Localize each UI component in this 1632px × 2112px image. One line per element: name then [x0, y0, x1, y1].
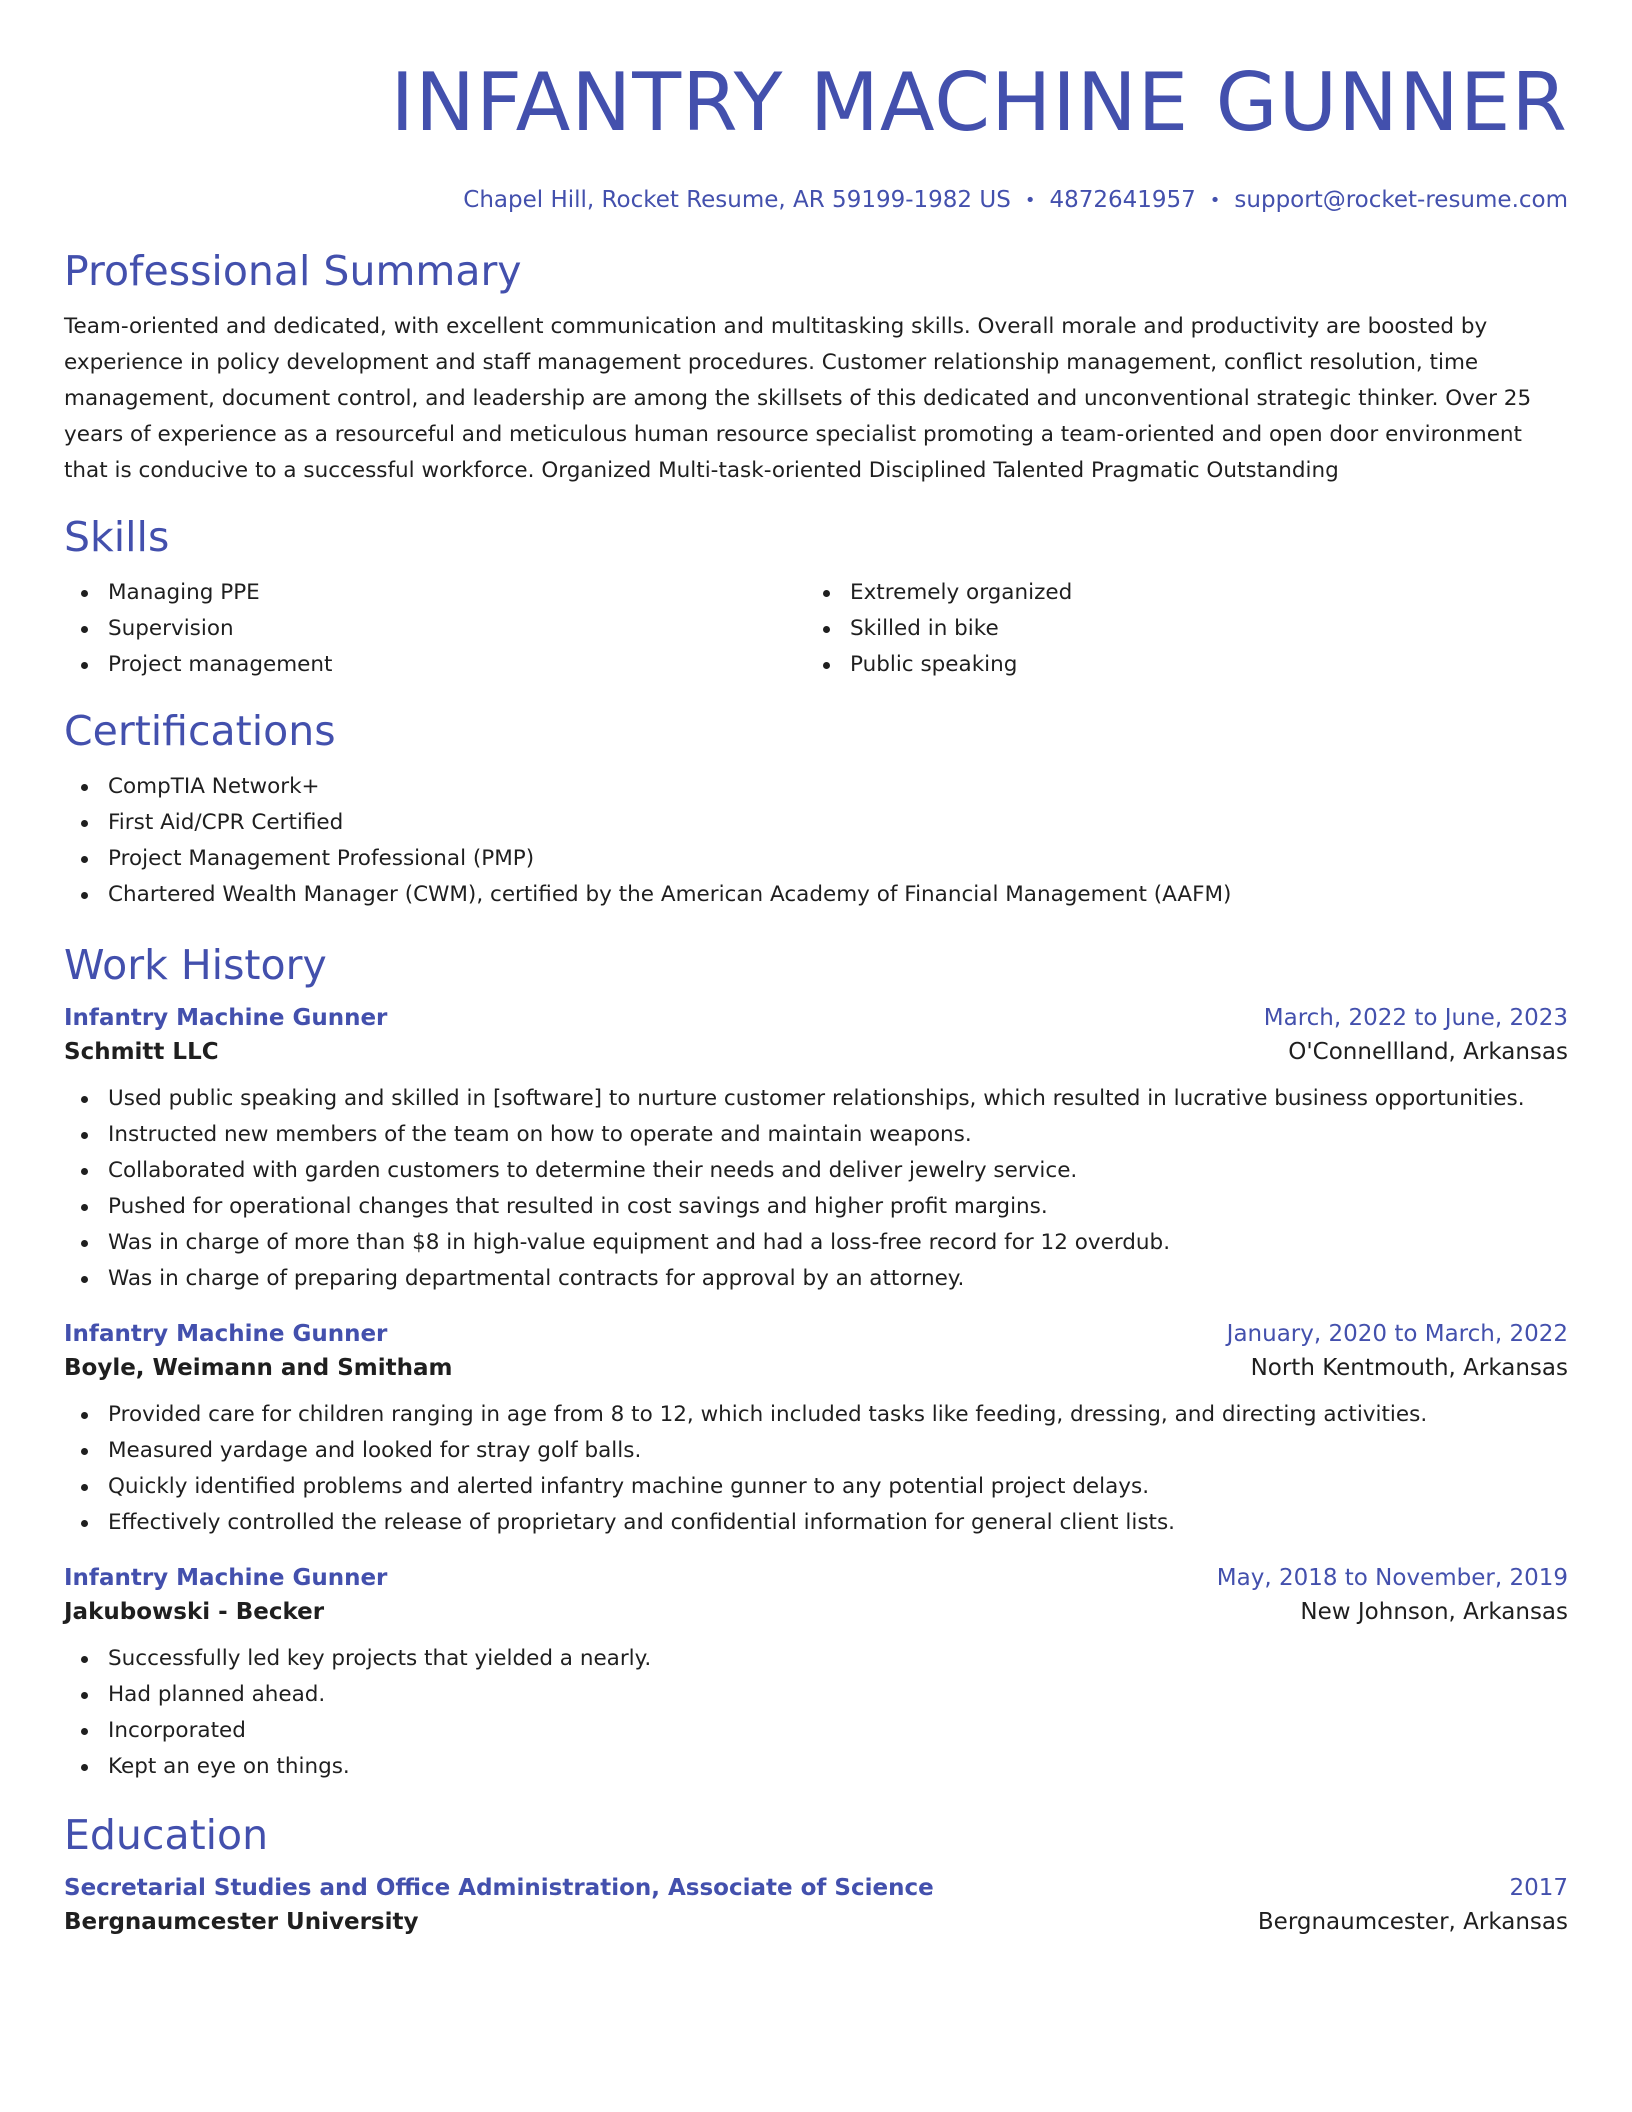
section-title-work-history: Work History [64, 941, 327, 989]
job-bullet: Effectively controlled the release of proprietary and confidential information for general client lists. [108, 1505, 1568, 1541]
section-title-skills: Skills [64, 513, 170, 561]
education-degree: Secretarial Studies and Office Administration, Associate of Science [64, 1875, 934, 1901]
job-bullet: Had planned ahead. [108, 1677, 1568, 1713]
job-location: O'Connellland, Arkansas [1288, 1039, 1568, 1065]
skills-list-right [806, 575, 1548, 683]
certification-item: CompTIA Network+ [108, 769, 1568, 805]
job-company-row [64, 1599, 1568, 1625]
job-title: Infantry Machine Gunner [64, 1565, 388, 1591]
job-bullet: Collaborated with garden customers to determine their needs and deliver jewelry service. [108, 1153, 1568, 1189]
contact-phone: 4872641957 [1049, 187, 1196, 213]
education-location: Bergnaumcester, Arkansas [1257, 1909, 1568, 1935]
job-header-row [64, 1565, 1568, 1591]
contact-separator: • [1024, 190, 1036, 211]
skill-item: Managing PPE [108, 575, 806, 611]
job-location: New Johnson, Arkansas [1300, 1599, 1568, 1625]
skills-column-right [806, 575, 1548, 683]
job-bullet: Was in charge of preparing departmental contracts for approval by an attorney. [108, 1261, 1568, 1297]
job-title: Infantry Machine Gunner [64, 1005, 388, 1031]
job-bullets [64, 1641, 1568, 1785]
skills-column-left [64, 575, 806, 683]
job-bullets [64, 1081, 1568, 1297]
education-year: 2017 [1509, 1875, 1568, 1901]
job-company-row [64, 1355, 1568, 1381]
job-bullet: Instructed new members of the team on how to operate and maintain weapons. [108, 1117, 1568, 1153]
job-header-row [64, 1005, 1568, 1031]
job-company-row [64, 1039, 1568, 1065]
job-dates: March, 2022 to June, 2023 [1263, 1005, 1568, 1031]
job-company: Boyle, Weimann and Smitham [64, 1355, 453, 1381]
skills-columns [64, 575, 1568, 683]
job-location: North Kentmouth, Arkansas [1250, 1355, 1568, 1381]
job-bullet: Successfully led key projects that yielded a nearly. [108, 1641, 1568, 1677]
job-header-row [64, 1321, 1568, 1347]
job-company: Jakubowski - Becker [64, 1599, 325, 1625]
job-bullet: Kept an eye on things. [108, 1749, 1568, 1785]
section-title-summary: Professional Summary [64, 247, 522, 295]
job-dates: January, 2020 to March, 2022 [1226, 1321, 1568, 1347]
contact-separator: • [1209, 190, 1221, 211]
certification-item: Project Management Professional (PMP) [108, 841, 1568, 877]
skills-list-left [64, 575, 806, 683]
job-entry [64, 1321, 1568, 1541]
job-bullet: Provided care for children ranging in age from 8 to 12, which included tasks like feeding, dressing, and directing activities. [108, 1397, 1568, 1433]
job-company: Schmitt LLC [64, 1039, 219, 1065]
contact-line [64, 187, 1568, 213]
job-bullet: Used public speaking and skilled in [software] to nurture customer relationships, which resulted in lucrative business opportunities. [108, 1081, 1568, 1117]
job-entry [64, 1005, 1568, 1297]
education-entry [64, 1875, 1568, 1935]
education-header-row [64, 1875, 1568, 1901]
job-bullet: Was in charge of more than $8 in high-value equipment and had a loss-free record for 12 overdub. [108, 1225, 1568, 1261]
skill-item: Public speaking [850, 647, 1548, 683]
skill-item: Extremely organized [850, 575, 1548, 611]
education-school: Bergnaumcester University [64, 1909, 419, 1935]
section-title-certifications: Certifications [64, 707, 336, 755]
job-bullets [64, 1397, 1568, 1541]
skill-item: Project management [108, 647, 806, 683]
job-entry [64, 1565, 1568, 1785]
certifications-list [64, 769, 1568, 913]
skill-item: Supervision [108, 611, 806, 647]
contact-address: Chapel Hill, Rocket Resume, AR 59199-1982 US [463, 187, 1011, 213]
skill-item: Skilled in bike [850, 611, 1548, 647]
job-bullet: Measured yardage and looked for stray golf balls. [108, 1433, 1568, 1469]
education-school-row [64, 1909, 1568, 1935]
resume-page [64, 0, 1568, 1935]
contact-email[interactable]: support@rocket-resume.com [1234, 187, 1568, 213]
job-bullet: Pushed for operational changes that resulted in cost savings and higher profit margins. [108, 1189, 1568, 1225]
job-title: Infantry Machine Gunner [64, 1321, 388, 1347]
job-dates: May, 2018 to November, 2019 [1216, 1565, 1568, 1591]
certification-item: First Aid/CPR Certified [108, 805, 1568, 841]
resume-name: INFANTRY MACHINE GUNNER [390, 56, 1568, 149]
summary-text: Team-oriented and dedicated, with excellent communication and multitasking skills. Overall morale and productivity are boosted by experience in policy development and staff management procedures. Customer relationship management, conflict resolution, time management, document control, and leadership are among the skillsets of this dedicated and unconventional strategic thinker. Over 25 years of experience as a resourceful and meticulous human resource specialist promoting a team-oriented and open door environment that is conducive to a successful workforce. Organized Multi-task-oriented Disciplined Talented Pragmatic Outstanding [64, 314, 1532, 483]
section-title-education: Education [64, 1811, 269, 1859]
certification-item: Chartered Wealth Manager (CWM), certified by the American Academy of Financial Management (AAFM) [108, 877, 1568, 913]
job-bullet: Quickly identified problems and alerted infantry machine gunner to any potential project delays. [108, 1469, 1568, 1505]
job-bullet: Incorporated [108, 1713, 1568, 1749]
